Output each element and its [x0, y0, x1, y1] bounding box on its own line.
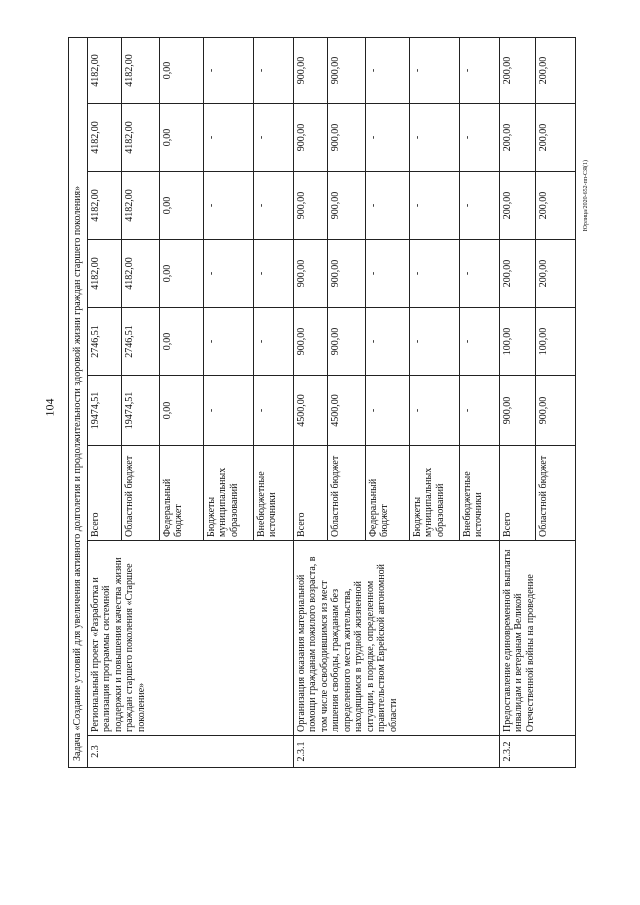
amount-cell: 19474,51 [87, 376, 121, 446]
amount-cell: 200,00 [499, 240, 535, 308]
amount-cell: 2746,51 [87, 308, 121, 376]
amount-cell: - [365, 240, 409, 308]
amount-cell: 200,00 [535, 240, 575, 308]
amount-cell: 4182,00 [87, 104, 121, 172]
amount-cell: - [253, 104, 293, 172]
budget-table [68, 37, 576, 768]
amount-cell: - [459, 37, 499, 103]
amount-cell: 19474,51 [121, 376, 159, 446]
item-name: Региональный проект «Разработка и реализация программы системной поддержки и повышения качества жизни граждан старшего поколения «Старшее поколение» [87, 541, 293, 736]
amount-cell: - [409, 172, 459, 240]
budget-table-container [68, 38, 549, 768]
item-name: Организация оказания материальной помощи гражданам пожилого возраста, в том числе освободившимся из мест лишения свободы, гражданам без определенного места жительства, находящимся в трудной жизненной ситуации, в порядке, определенном правительством Еврейской автономной области [293, 541, 499, 736]
amount-cell: - [365, 37, 409, 103]
amount-cell: 900,00 [293, 104, 327, 172]
amount-cell: - [409, 240, 459, 308]
amount-cell: 4500,00 [293, 376, 327, 446]
page-number: 104 [42, 398, 57, 417]
amount-cell: 900,00 [327, 240, 365, 308]
funding-source: Всего [499, 446, 535, 541]
amount-cell: - [365, 104, 409, 172]
funding-source: Всего [87, 446, 121, 541]
funding-source: Областной бюджет [327, 446, 365, 541]
amount-cell: 900,00 [327, 172, 365, 240]
funding-source: Федеральный бюджет [159, 446, 203, 541]
amount-cell: 0,00 [159, 37, 203, 103]
item-code: 2.3.2 [499, 736, 575, 768]
amount-cell: 4182,00 [87, 172, 121, 240]
amount-cell: - [365, 172, 409, 240]
amount-cell: - [203, 37, 253, 103]
amount-cell: - [203, 172, 253, 240]
amount-cell: - [409, 37, 459, 103]
amount-cell: 900,00 [293, 37, 327, 103]
item-code: 2.3.1 [293, 736, 499, 768]
amount-cell: 200,00 [535, 104, 575, 172]
amount-cell: - [409, 376, 459, 446]
funding-source: Областной бюджет [121, 446, 159, 541]
amount-cell: - [409, 104, 459, 172]
amount-cell: 200,00 [499, 37, 535, 103]
amount-cell: 4182,00 [87, 37, 121, 103]
amount-cell: - [459, 104, 499, 172]
amount-cell: 4182,00 [121, 37, 159, 103]
amount-cell: - [253, 37, 293, 103]
amount-cell: - [203, 104, 253, 172]
amount-cell: - [365, 376, 409, 446]
amount-cell: 100,00 [535, 308, 575, 376]
amount-cell: 0,00 [159, 308, 203, 376]
document-code: Юрлица/2020-652-пп-СЯ(1) [583, 160, 589, 232]
amount-cell: - [459, 308, 499, 376]
amount-cell: - [459, 376, 499, 446]
funding-source: Бюджеты муниципальных образований [409, 446, 459, 541]
amount-cell: 200,00 [499, 172, 535, 240]
amount-cell: 0,00 [159, 240, 203, 308]
table-row [87, 37, 121, 767]
amount-cell: - [459, 240, 499, 308]
amount-cell: 4182,00 [121, 104, 159, 172]
amount-cell: - [409, 308, 459, 376]
amount-cell: - [203, 240, 253, 308]
funding-source: Внебюджетные источники [459, 446, 499, 541]
amount-cell: 4500,00 [327, 376, 365, 446]
amount-cell: 200,00 [535, 37, 575, 103]
funding-source: Областной бюджет [535, 446, 575, 541]
funding-source: Бюджеты муниципальных образований [203, 446, 253, 541]
amount-cell: 4182,00 [121, 240, 159, 308]
amount-cell: 900,00 [293, 240, 327, 308]
funding-source: Внебюджетные источники [253, 446, 293, 541]
amount-cell: 900,00 [293, 308, 327, 376]
amount-cell: 200,00 [535, 172, 575, 240]
amount-cell: - [459, 172, 499, 240]
amount-cell: - [253, 172, 293, 240]
amount-cell: - [253, 376, 293, 446]
task-row [69, 37, 88, 767]
amount-cell: - [253, 308, 293, 376]
amount-cell: 100,00 [499, 308, 535, 376]
amount-cell: 900,00 [535, 376, 575, 446]
amount-cell: - [203, 308, 253, 376]
amount-cell: - [365, 308, 409, 376]
amount-cell: 200,00 [499, 104, 535, 172]
table-row [499, 37, 535, 767]
amount-cell: 900,00 [327, 308, 365, 376]
amount-cell: 900,00 [327, 104, 365, 172]
amount-cell: 0,00 [159, 172, 203, 240]
amount-cell: 900,00 [293, 172, 327, 240]
funding-source: Федеральный бюджет [365, 446, 409, 541]
amount-cell: 0,00 [159, 376, 203, 446]
amount-cell: 0,00 [159, 104, 203, 172]
amount-cell: - [203, 376, 253, 446]
task-title: Задача «Создание условий для увеличения активного долголетия и продолжительности здоровой жизни граждан старшего поколения» [69, 37, 88, 767]
amount-cell: 4182,00 [87, 240, 121, 308]
amount-cell: 4182,00 [121, 172, 159, 240]
amount-cell: 900,00 [499, 376, 535, 446]
item-code: 2.3 [87, 736, 293, 768]
amount-cell: - [253, 240, 293, 308]
amount-cell: 900,00 [327, 37, 365, 103]
table-row [293, 37, 327, 767]
funding-source: Всего [293, 446, 327, 541]
amount-cell: 2746,51 [121, 308, 159, 376]
item-name: Предоставление единовременной выплаты инвалидам и ветеранам Великой Отечественной войны на проведение [499, 541, 575, 736]
